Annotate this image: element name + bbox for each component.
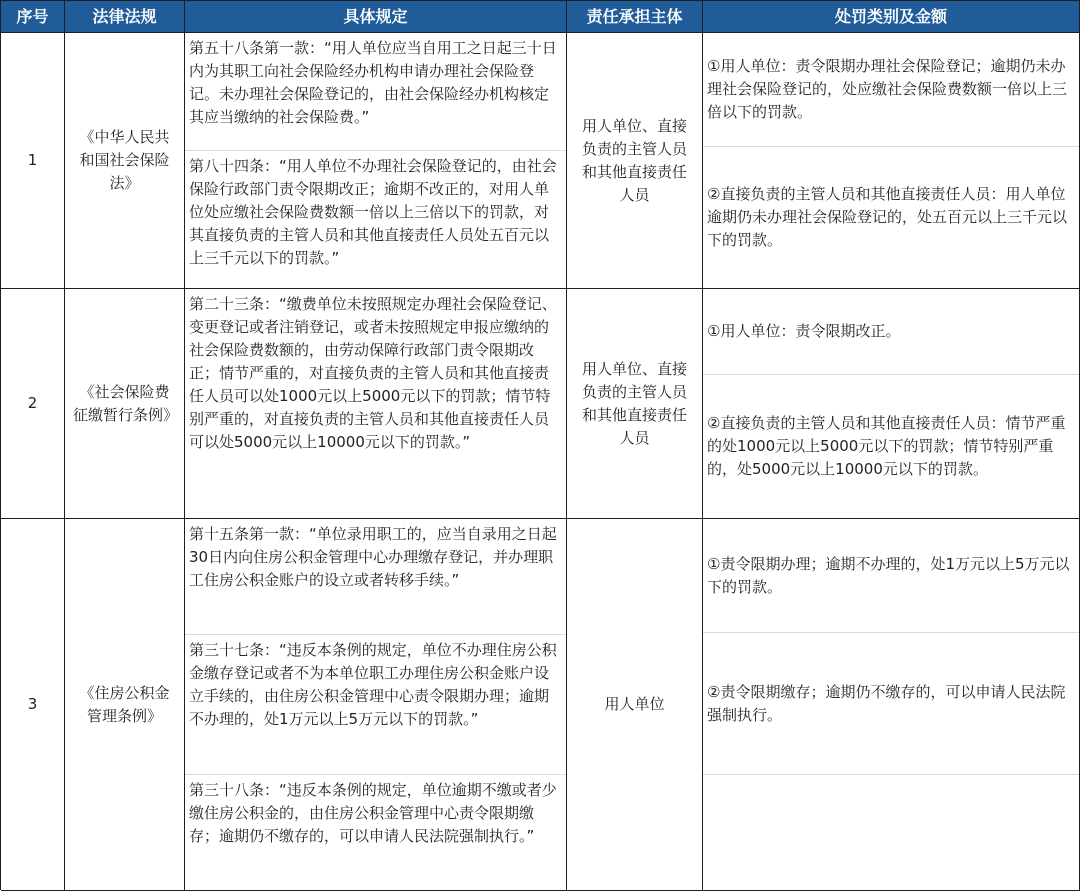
row-3-provisions bbox=[185, 519, 567, 891]
row-2-penalty-1: ①用人单位：责令限期改正。 bbox=[703, 289, 1079, 375]
header-law: 法律法规 bbox=[65, 1, 185, 33]
row-1-penalties bbox=[703, 33, 1080, 289]
row-2-index: 2 bbox=[1, 289, 65, 519]
row-3-provision-2: 第三十七条：“违反本条例的规定，单位不办理住房公积金缴存登记或者不为本单位职工办理住房公积金账户设立手续的，由住房公积金管理中心责令限期办理；逾期不办理的，处1万元以上5万元以下的罚款。” bbox=[185, 635, 566, 775]
row-1-law: 《中华人民共和国社会保险法》 bbox=[65, 33, 185, 289]
row-3-penalty-2: ②责令限期缴存；逾期仍不缴存的，可以申请人民法院强制执行。 bbox=[703, 633, 1079, 775]
row-1-index: 1 bbox=[1, 33, 65, 289]
row-2-law: 《社会保险费征缴暂行条例》 bbox=[65, 289, 185, 519]
header-index: 序号 bbox=[1, 1, 65, 33]
row-2-provision-1: 第二十三条：“缴费单位未按照规定办理社会保险登记、变更登记或者注销登记，或者未按照规定申报应缴纳的社会保险费数额的，由劳动保障行政部门责令限期改正；情节严重的，对直接负责的主管人员和其他直接责任人员可以处1000元以上5000元以下的罚款；情节特别严重的，对直接负责的主管人员和其他直接责任人员可以处5000元以上10000元以下的罚款。” bbox=[189, 295, 557, 451]
row-3-subject: 用人单位 bbox=[567, 519, 703, 891]
row-3-penalty-1: ①责令限期办理；逾期不办理的，处1万元以上5万元以下的罚款。 bbox=[703, 519, 1079, 633]
row-3-index: 3 bbox=[1, 519, 65, 891]
row-1-penalty-2: ②直接负责的主管人员和其他直接责任人员：用人单位逾期仍未办理社会保险登记的，处五百元以上三千元以下的罚款。 bbox=[707, 185, 1068, 249]
row-3-penalty-3 bbox=[703, 775, 1079, 890]
row-1-provision-1: 第五十八条第一款：“用人单位应当自用工之日起三十日内为其职工向社会保险经办机构申请办理社会保险登记。未办理社会保险登记的，由社会保险经办机构核定其应当缴纳的社会保险费。” bbox=[185, 33, 566, 151]
row-3-provision-1: 第十五条第一款：“单位录用职工的，应当自录用之日起30日内向住房公积金管理中心办理缴存登记，并办理职工住房公积金账户的设立或者转移手续。” bbox=[185, 519, 566, 635]
row-2-penalties bbox=[703, 289, 1080, 519]
row-2-provisions bbox=[185, 289, 567, 519]
row-2-penalty-2: ②直接负责的主管人员和其他直接责任人员：情节严重的处1000元以上5000元以下的罚款；情节特别严重的，处5000元以上10000元以下的罚款。 bbox=[707, 414, 1066, 478]
row-1-provisions bbox=[185, 33, 567, 289]
header-penalty: 处罚类别及金额 bbox=[703, 1, 1080, 33]
header-subject: 责任承担主体 bbox=[567, 1, 703, 33]
row-3-law: 《住房公积金管理条例》 bbox=[65, 519, 185, 891]
row-3-provision-3: 第三十八条：“违反本条例的规定，单位逾期不缴或者少缴住房公积金的，由住房公积金管理中心责令限期缴存；逾期仍不缴存的，可以申请人民法院强制执行。” bbox=[189, 781, 557, 845]
header-provision: 具体规定 bbox=[185, 1, 567, 33]
row-1-subject: 用人单位、直接负责的主管人员和其他直接责任人员 bbox=[567, 33, 703, 289]
row-1-penalty-1: ①用人单位：责令限期办理社会保险登记；逾期仍未办理社会保险登记的，处应缴社会保险费数额一倍以上三倍以下的罚款。 bbox=[703, 33, 1079, 147]
row-1-provision-2: 第八十四条：“用人单位不办理社会保险登记的，由社会保险行政部门责令限期改正；逾期不改正的，对用人单位处应缴社会保险费数额一倍以上三倍以下的罚款，对其直接负责的主管人员和其他直接责任人员处五百元以上三千元以下的罚款。” bbox=[189, 157, 557, 267]
row-2-subject: 用人单位、直接负责的主管人员和其他直接责任人员 bbox=[567, 289, 703, 519]
row-3-penalties bbox=[703, 519, 1080, 891]
